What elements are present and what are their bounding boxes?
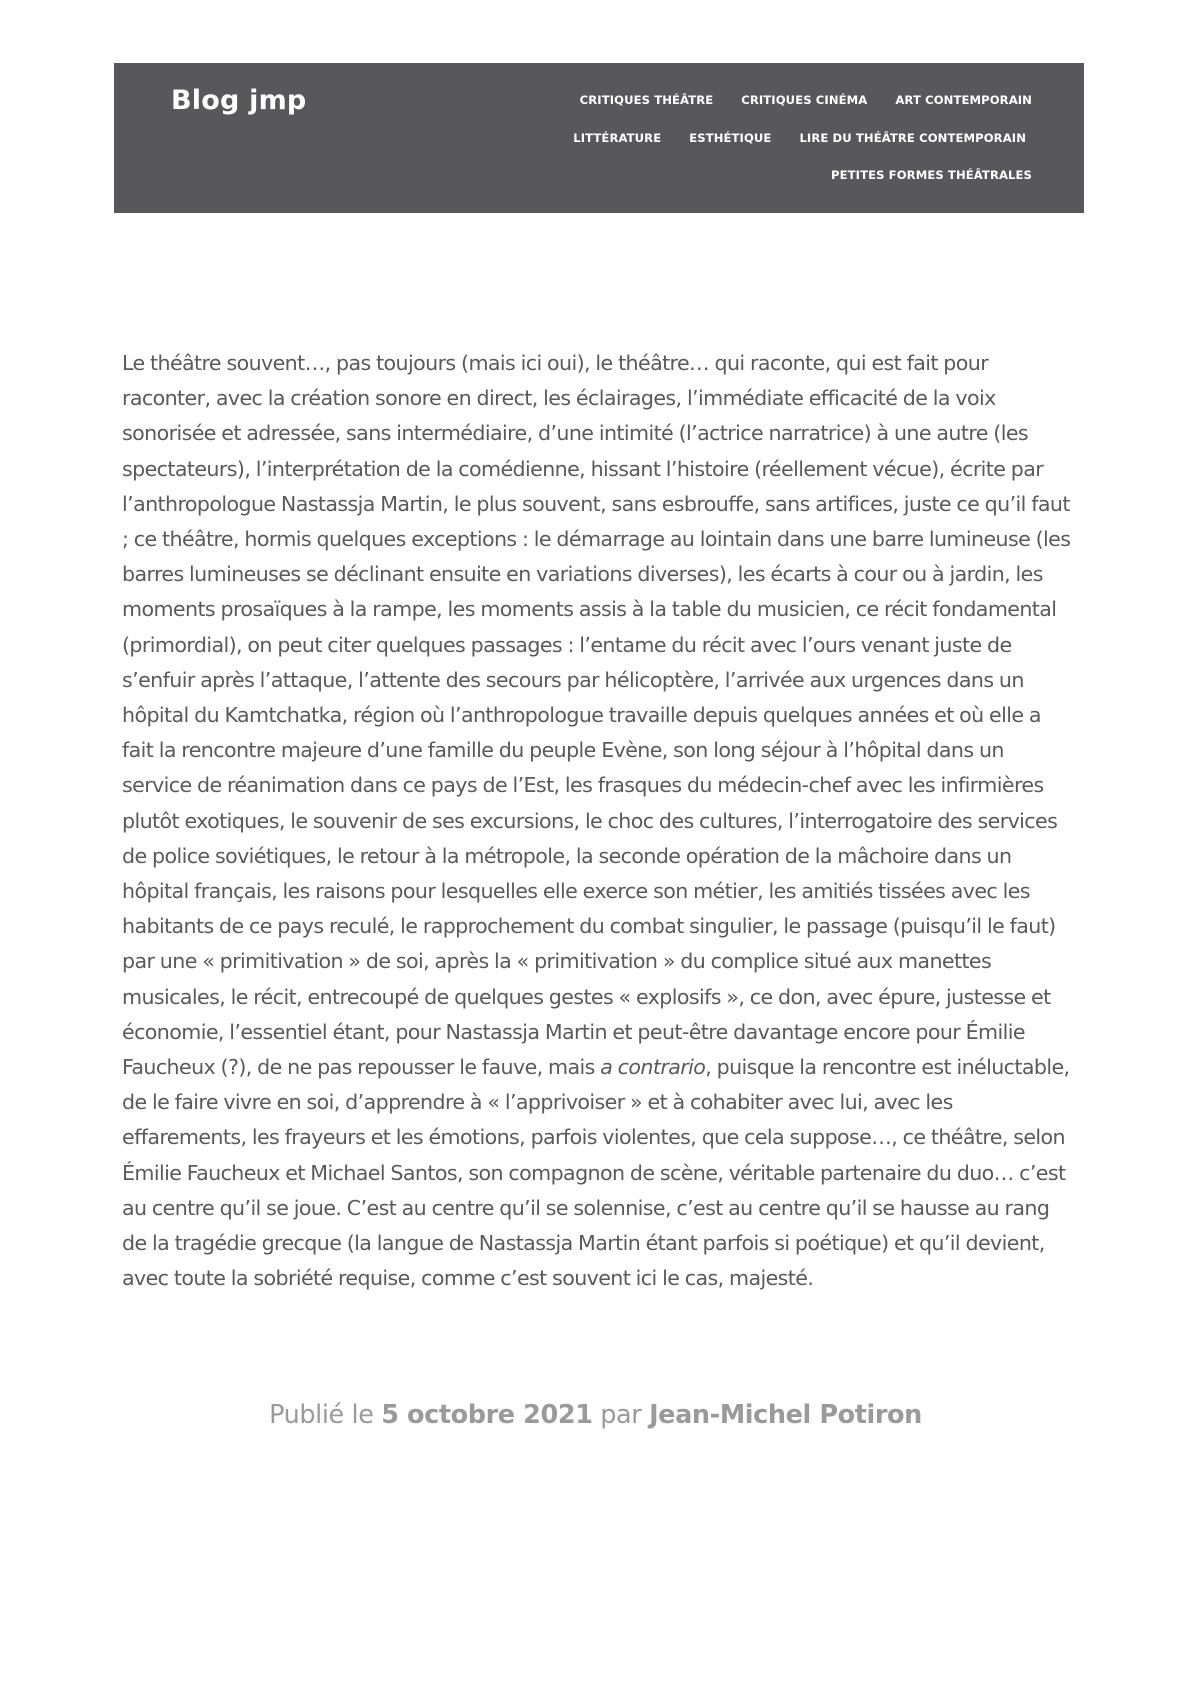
nav-row — [512, 131, 1032, 169]
main-navigation — [512, 93, 1032, 206]
nav-row — [512, 168, 1032, 206]
site-title-link[interactable]: Blog jmp — [171, 85, 307, 116]
nav-item-petites-formes-theatrales[interactable]: PETITES FORMES THÉÂTRALES — [831, 168, 1032, 182]
article-text-part: Le théâtre souvent…, pas toujours (mais ici oui), le théâtre… qui raconte, qui est fait pour raconter, avec la création sonore en direct, les éclairages, l’immédiate efficacité de la voix sonorisée et adressée, sans intermédiaire, d’une intimité (l’actrice narratrice) à une autre (les spectateurs), l’interprétation de la comédienne, hissant l’histoire (réellement vécue), écrite par l’anthropologue Nastassja Martin, le plus souvent, sans esbrouffe, sans artifices, juste ce qu’il faut ; ce théâtre, hormis quelques exceptions : le démarrage au lointain dans une barre lumineuse (les barres lumineuses se déclinant ensuite en variations diverses), les écarts à cour ou à jardin, les moments prosaïques à la rampe, les moments assis à la table du musicien, ce récit fondamental (primordial), on peut citer quelques passages : l’entame du récit avec l’ours venant juste de s’enfuir après l’attaque, l’attente des secours par hélicoptère, l’arrivée aux urgences dans un hôpital du Kamtchatka, région où l’anthropologue travaille depuis quelques années et où elle a fait la rencontre majeure d’une famille du peuple Evène, son long séjour à l’hôpital dans un service de réanimation dans ce pays de l’Est, les frasques du médecin-chef avec les infirmières plutôt exotiques, le souvenir de ses excursions, le choc des cultures, l’interrogatoire des services de police soviétiques, le retour à la métropole, la seconde opération de la mâchoire dans un hôpital français, les raisons pour lesquelles elle exerce son métier, les amitiés tissées avec les habitants de ce pays reculé, le rapprochement du combat singulier, le passage (puisqu’il le faut) par une « primitivation » de soi, après la « primitivation » du complice situé aux manettes musicales, le récit, entrecoupé de quelques gestes « explosifs », ce don, avec épure, justesse et économie, l’essentiel étant, pour Nastassja Martin et peut-être davantage encore pour Émilie Faucheux (?), de ne pas repousser le fauve, mais — [122, 351, 1071, 1080]
nav-item-critiques-cinema[interactable]: CRITIQUES CINÉMA — [741, 93, 868, 107]
nav-item-lire-du-theatre-contemporain[interactable]: LIRE DU THÉÂTRE CONTEMPORAIN — [799, 130, 1026, 145]
author-link[interactable]: Jean-Michel Potiron — [649, 1400, 922, 1430]
article-italic-text: a contrario — [600, 1055, 706, 1080]
published-label: Publié le — [269, 1400, 374, 1430]
nav-item-art-contemporain[interactable]: ART CONTEMPORAIN — [895, 93, 1032, 107]
entry-meta — [0, 1400, 1191, 1430]
article-text-part: , puisque la rencontre est inéluctable, de le faire vivre en soi, d’apprendre à « l’apprivoiser » et à cohabiter avec lui, avec les effarements, les frayeurs et les émotions, parfois violentes, que cela suppose…, ce théâtre, selon Émilie Faucheux et Michael Santos, son compagnon de scène, véritable partenaire du duo… c’est au centre qu’il se joue. C’est au centre qu’il se solennise, c’est au centre qu’il se hausse au rang de la tragédie grecque (la langue de Nastassja Martin étant parfois si poétique) et qu’il devient, avec toute la sobriété requise, comme c’est souvent ici le cas, majesté. — [122, 1055, 1070, 1291]
nav-item-esthetique[interactable]: ESTHÉTIQUE — [689, 130, 772, 145]
site-header — [114, 63, 1084, 213]
article-body — [122, 346, 1077, 1296]
by-label: par — [600, 1400, 642, 1430]
nav-item-litterature[interactable]: LITTÉRATURE — [573, 130, 662, 145]
post-date-link[interactable]: 5 octobre 2021 — [381, 1400, 593, 1430]
nav-row — [512, 93, 1032, 131]
nav-item-critiques-theatre[interactable]: CRITIQUES THÉÂTRE — [579, 93, 714, 107]
